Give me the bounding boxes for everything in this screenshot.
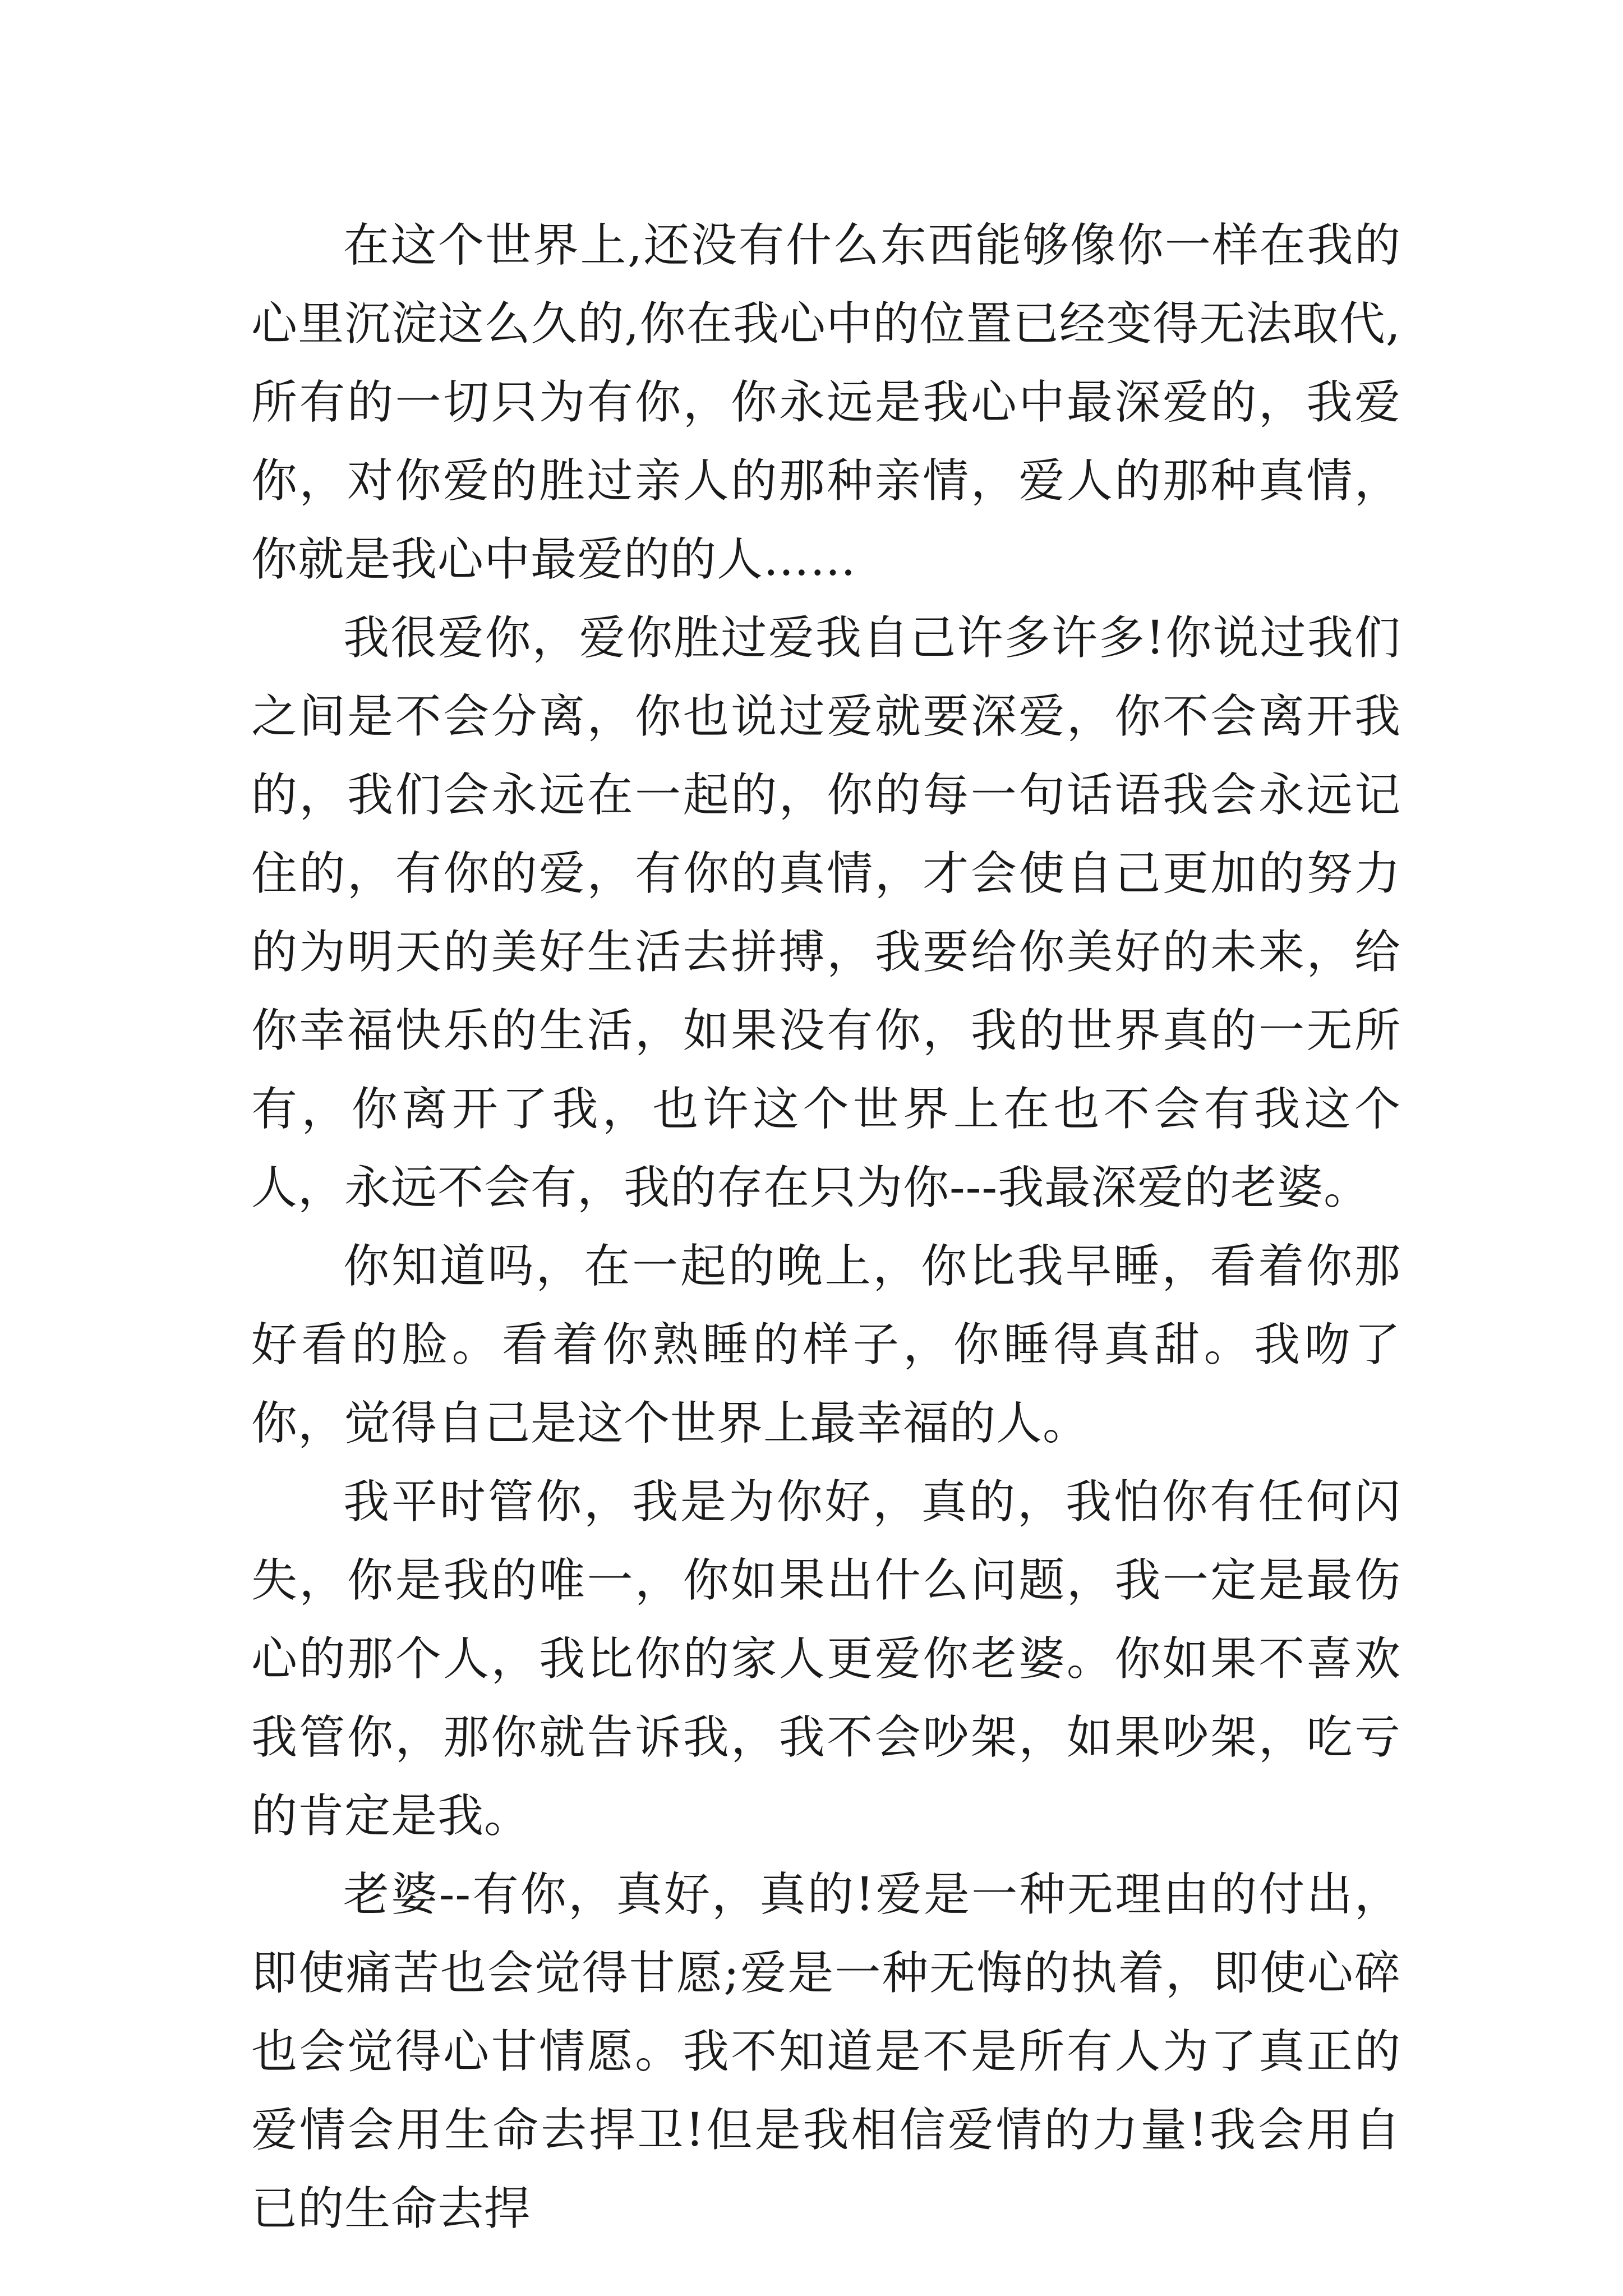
paragraph-4: 我平时管你，我是为你好，真的，我怕你有任何闪失，你是我的唯一，你如果出什么问题，我一定是最伤心的那个人，我比你的家人更爱你老婆。你如果不喜欢我管你，那你就告诉我，我不会吵架，如果吵架，吃亏的肯定是我。 <box>251 1475 1401 1843</box>
paragraph-2: 我很爱你，爱你胜过爱我自己许多许多!你说过我们之间是不会分离，你也说过爱就要深爱，你不会离开我的，我们会永远在一起的，你的每一句话语我会永远记住的，有你的爱，有你的真情，才会使自己更加的努力的为明天的美好生活去拼搏，我要给你美好的未来，给你幸福快乐的生活，如果没有你，我的世界真的一无所有，你离开了我，也许这个世界上在也不会有我这个人，永远不会有，我的存在只为你---我最深爱的老婆。 <box>251 611 1401 1214</box>
paragraph-5: 老婆--有你，真好，真的!爱是一种无理由的付出，即使痛苦也会觉得甘愿;爱是一种无悔的执着，即使心碎也会觉得心甘情愿。我不知道是不是所有人为了真正的爱情会用生命去捍卫!但是我相信爱情的力量!我会用自已的生命去捍 <box>251 1868 1401 2235</box>
document-body <box>251 206 1401 2248</box>
paragraph-3: 你知道吗，在一起的晚上，你比我早睡，看着你那好看的脸。看着你熟睡的样子，你睡得真甜。我吻了你，觉得自己是这个世界上最幸福的人。 <box>251 1240 1401 1450</box>
paragraph-1: 在这个世界上,还没有什么东西能够像你一样在我的心里沉淀这么久的,你在我心中的位置已经变得无法取代,所有的一切只为有你，你永远是我心中最深爱的，我爱你，对你爱的胜过亲人的那种亲情，爱人的那种真情，你就是我心中最爱的的人…… <box>251 219 1401 586</box>
